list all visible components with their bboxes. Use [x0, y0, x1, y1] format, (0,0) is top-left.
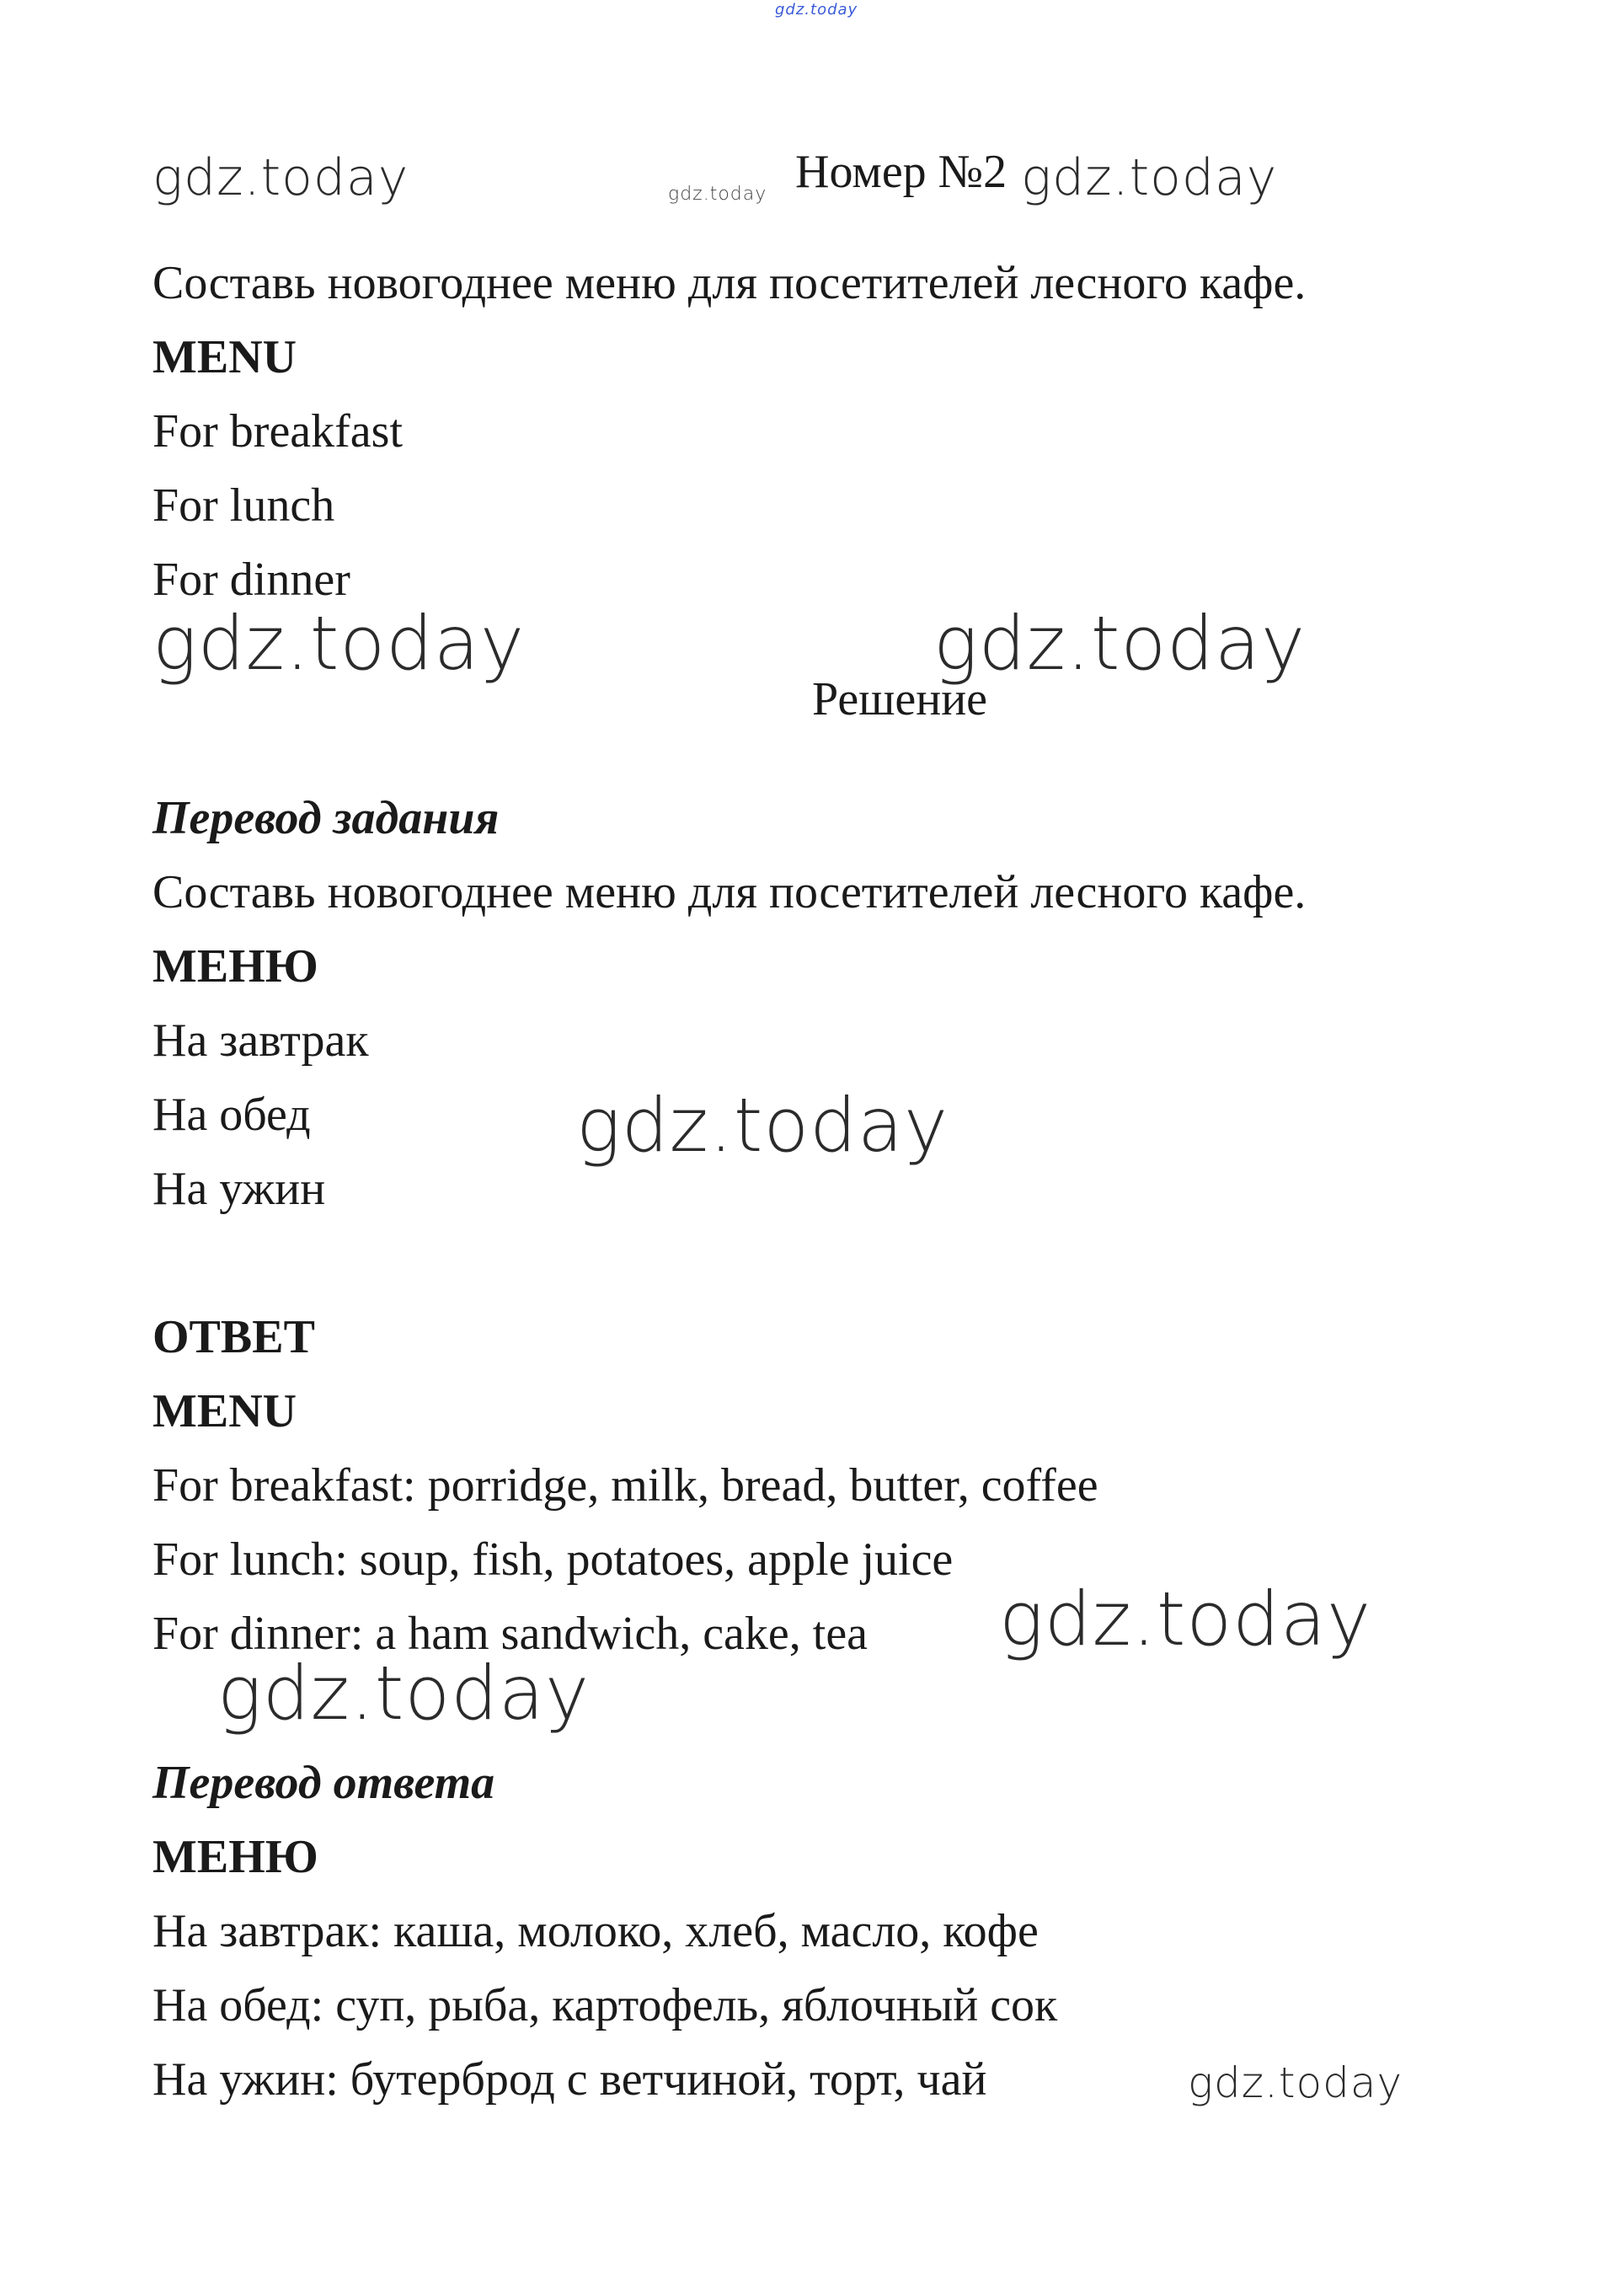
watermark: gdz.today [1188, 2058, 1403, 2107]
menu-item: For dinner [152, 554, 350, 606]
answer-translation-item: На ужин: бутерброд с ветчиной, торт, чай [152, 2053, 987, 2106]
menu-heading: МЕНЮ [152, 940, 318, 993]
watermark: gdz.today [152, 148, 409, 207]
answer-item: For dinner: a ham sandwich, cake, tea [152, 1608, 868, 1660]
watermark: gdz.today [576, 1082, 949, 1169]
answer-translation-item: На завтрак: каша, молоко, хлеб, масло, кофе [152, 1905, 1039, 1957]
menu-item: На ужин [152, 1163, 326, 1215]
menu-heading: МЕНЮ [152, 1831, 318, 1883]
watermark-top: gdz.today [775, 1, 858, 19]
menu-heading: MENU [152, 331, 297, 383]
watermark: gdz.today [152, 600, 526, 687]
menu-item: На завтрак [152, 1014, 369, 1067]
solution-label: Решение [812, 673, 988, 725]
watermark: gdz.today [668, 184, 767, 205]
menu-item: На обед [152, 1089, 311, 1141]
menu-item: For lunch [152, 479, 335, 532]
menu-heading: MENU [152, 1385, 297, 1437]
task-number-title: Номер №2 [795, 146, 1007, 198]
task-instruction: Составь новогоднее меню для посетителей лесного кафе. [152, 257, 1307, 309]
watermark: gdz.today [1021, 148, 1278, 207]
answer-item: For breakfast: porridge, milk, bread, butter, coffee [152, 1459, 1098, 1512]
answer-heading: ОТВЕТ [152, 1311, 315, 1363]
watermark: gdz.today [217, 1650, 591, 1737]
watermark: gdz.today [999, 1576, 1372, 1662]
answer-translation-item: На обед: суп, рыба, картофель, яблочный сок [152, 1979, 1058, 2031]
watermark: gdz.today [933, 600, 1307, 687]
task-translation-instruction: Составь новогоднее меню для посетителей лесного кафе. [152, 866, 1307, 918]
task-translation-heading: Перевод задания [152, 792, 500, 844]
answer-item: For lunch: soup, fish, potatoes, apple juice [152, 1533, 954, 1586]
menu-item: For breakfast [152, 405, 404, 458]
answer-translation-heading: Перевод ответа [152, 1757, 495, 1809]
